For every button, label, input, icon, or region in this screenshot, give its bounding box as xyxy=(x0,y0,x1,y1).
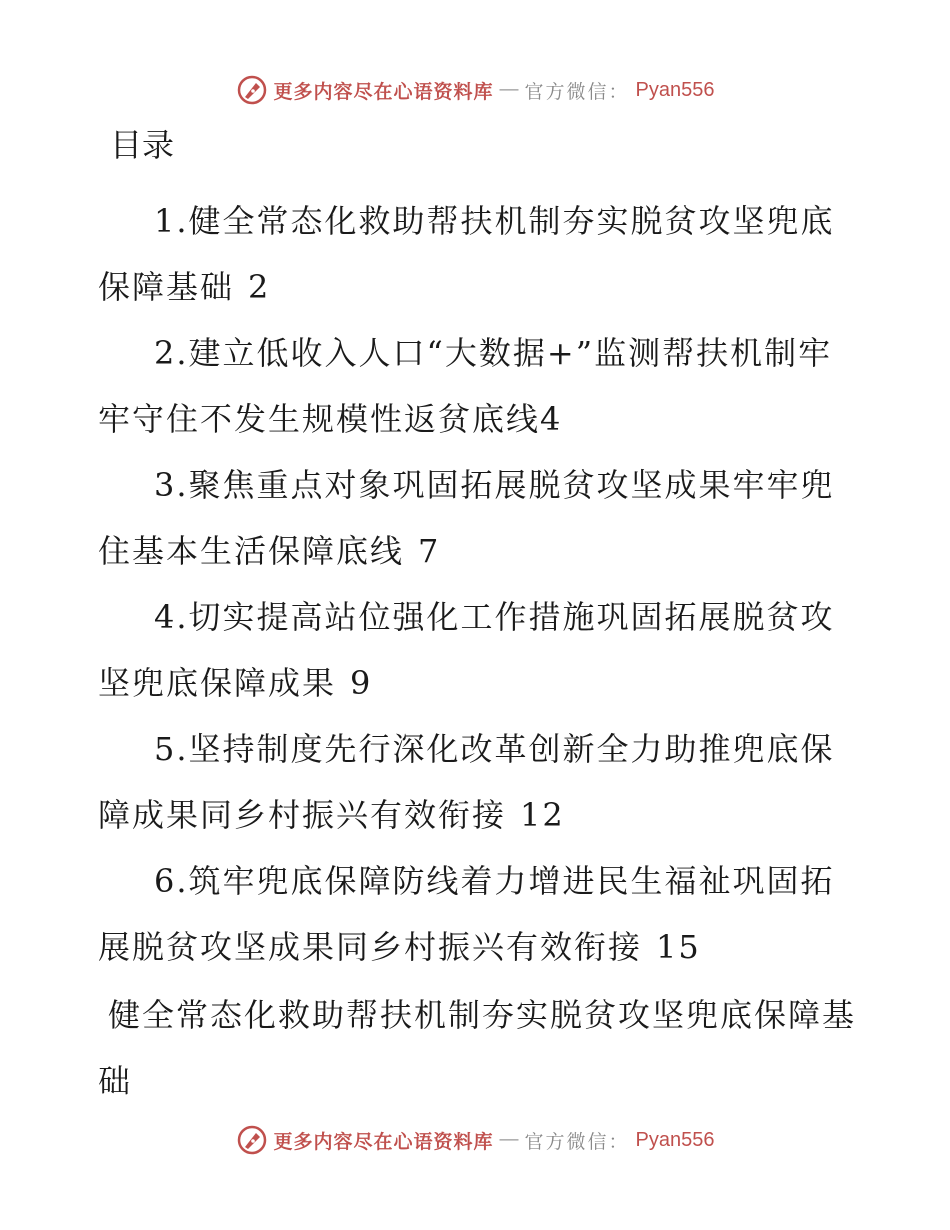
toc-item[interactable] xyxy=(98,848,858,980)
toc-item-page: 12 xyxy=(520,796,565,834)
footer-watermark xyxy=(0,1120,950,1160)
pen-nib-logo-icon xyxy=(236,74,268,106)
toc-item-text: 6.筑牢兜底保障防线着力增进民生福祉巩固拓展脱贫攻坚成果同乡村振兴有效衔接 xyxy=(98,862,835,966)
watermark-wechat-label: 官方微信： xyxy=(524,1130,630,1153)
toc-item-text: 3.聚焦重点对象巩固拓展脱贫攻坚成果牢牢兜住基本生活保障底线 xyxy=(98,466,835,570)
toc-item-page: 4 xyxy=(540,400,563,438)
section-heading: 健全常态化救助帮扶机制夯实脱贫攻坚兜底保障基础 xyxy=(98,996,857,1100)
toc-item[interactable] xyxy=(98,320,858,452)
watermark-wechat-label: 官方微信： xyxy=(524,80,630,103)
toc-item[interactable] xyxy=(98,452,858,584)
toc-item-text: 1.健全常态化救助帮扶机制夯实脱贫攻坚兜底保障基础 xyxy=(98,202,835,306)
watermark-dash: — xyxy=(499,79,519,100)
toc-item-page: 9 xyxy=(350,664,373,702)
toc-item-page: 7 xyxy=(418,532,441,570)
toc-item[interactable] xyxy=(98,584,858,716)
toc-item-page: 2 xyxy=(248,268,271,306)
watermark-brand-text: 更多内容尽在心语资料库 xyxy=(273,80,494,103)
toc-list xyxy=(98,188,858,980)
pen-nib-logo-icon xyxy=(236,1124,268,1156)
toc-item[interactable] xyxy=(98,188,858,320)
toc-item-text: 5.坚持制度先行深化改革创新全力助推兜底保障成果同乡村振兴有效衔接 xyxy=(98,730,835,834)
watermark-wechat-id: Pyan556 xyxy=(635,1128,715,1151)
watermark-dash: — xyxy=(499,1129,519,1150)
watermark-wechat-id: Pyan556 xyxy=(635,78,715,101)
toc-title: 目录 xyxy=(110,126,175,164)
watermark-brand-text: 更多内容尽在心语资料库 xyxy=(273,1130,494,1153)
toc-item[interactable] xyxy=(98,716,858,848)
toc-item-page: 15 xyxy=(656,928,701,966)
toc-item-text: 2.建立低收入人口“大数据+”监测帮扶机制牢牢守住不发生规模性返贫底线 xyxy=(98,334,833,438)
header-watermark xyxy=(0,70,950,110)
toc-item-text: 4.切实提高站位强化工作措施巩固拓展脱贫攻坚兜底保障成果 xyxy=(98,598,835,702)
